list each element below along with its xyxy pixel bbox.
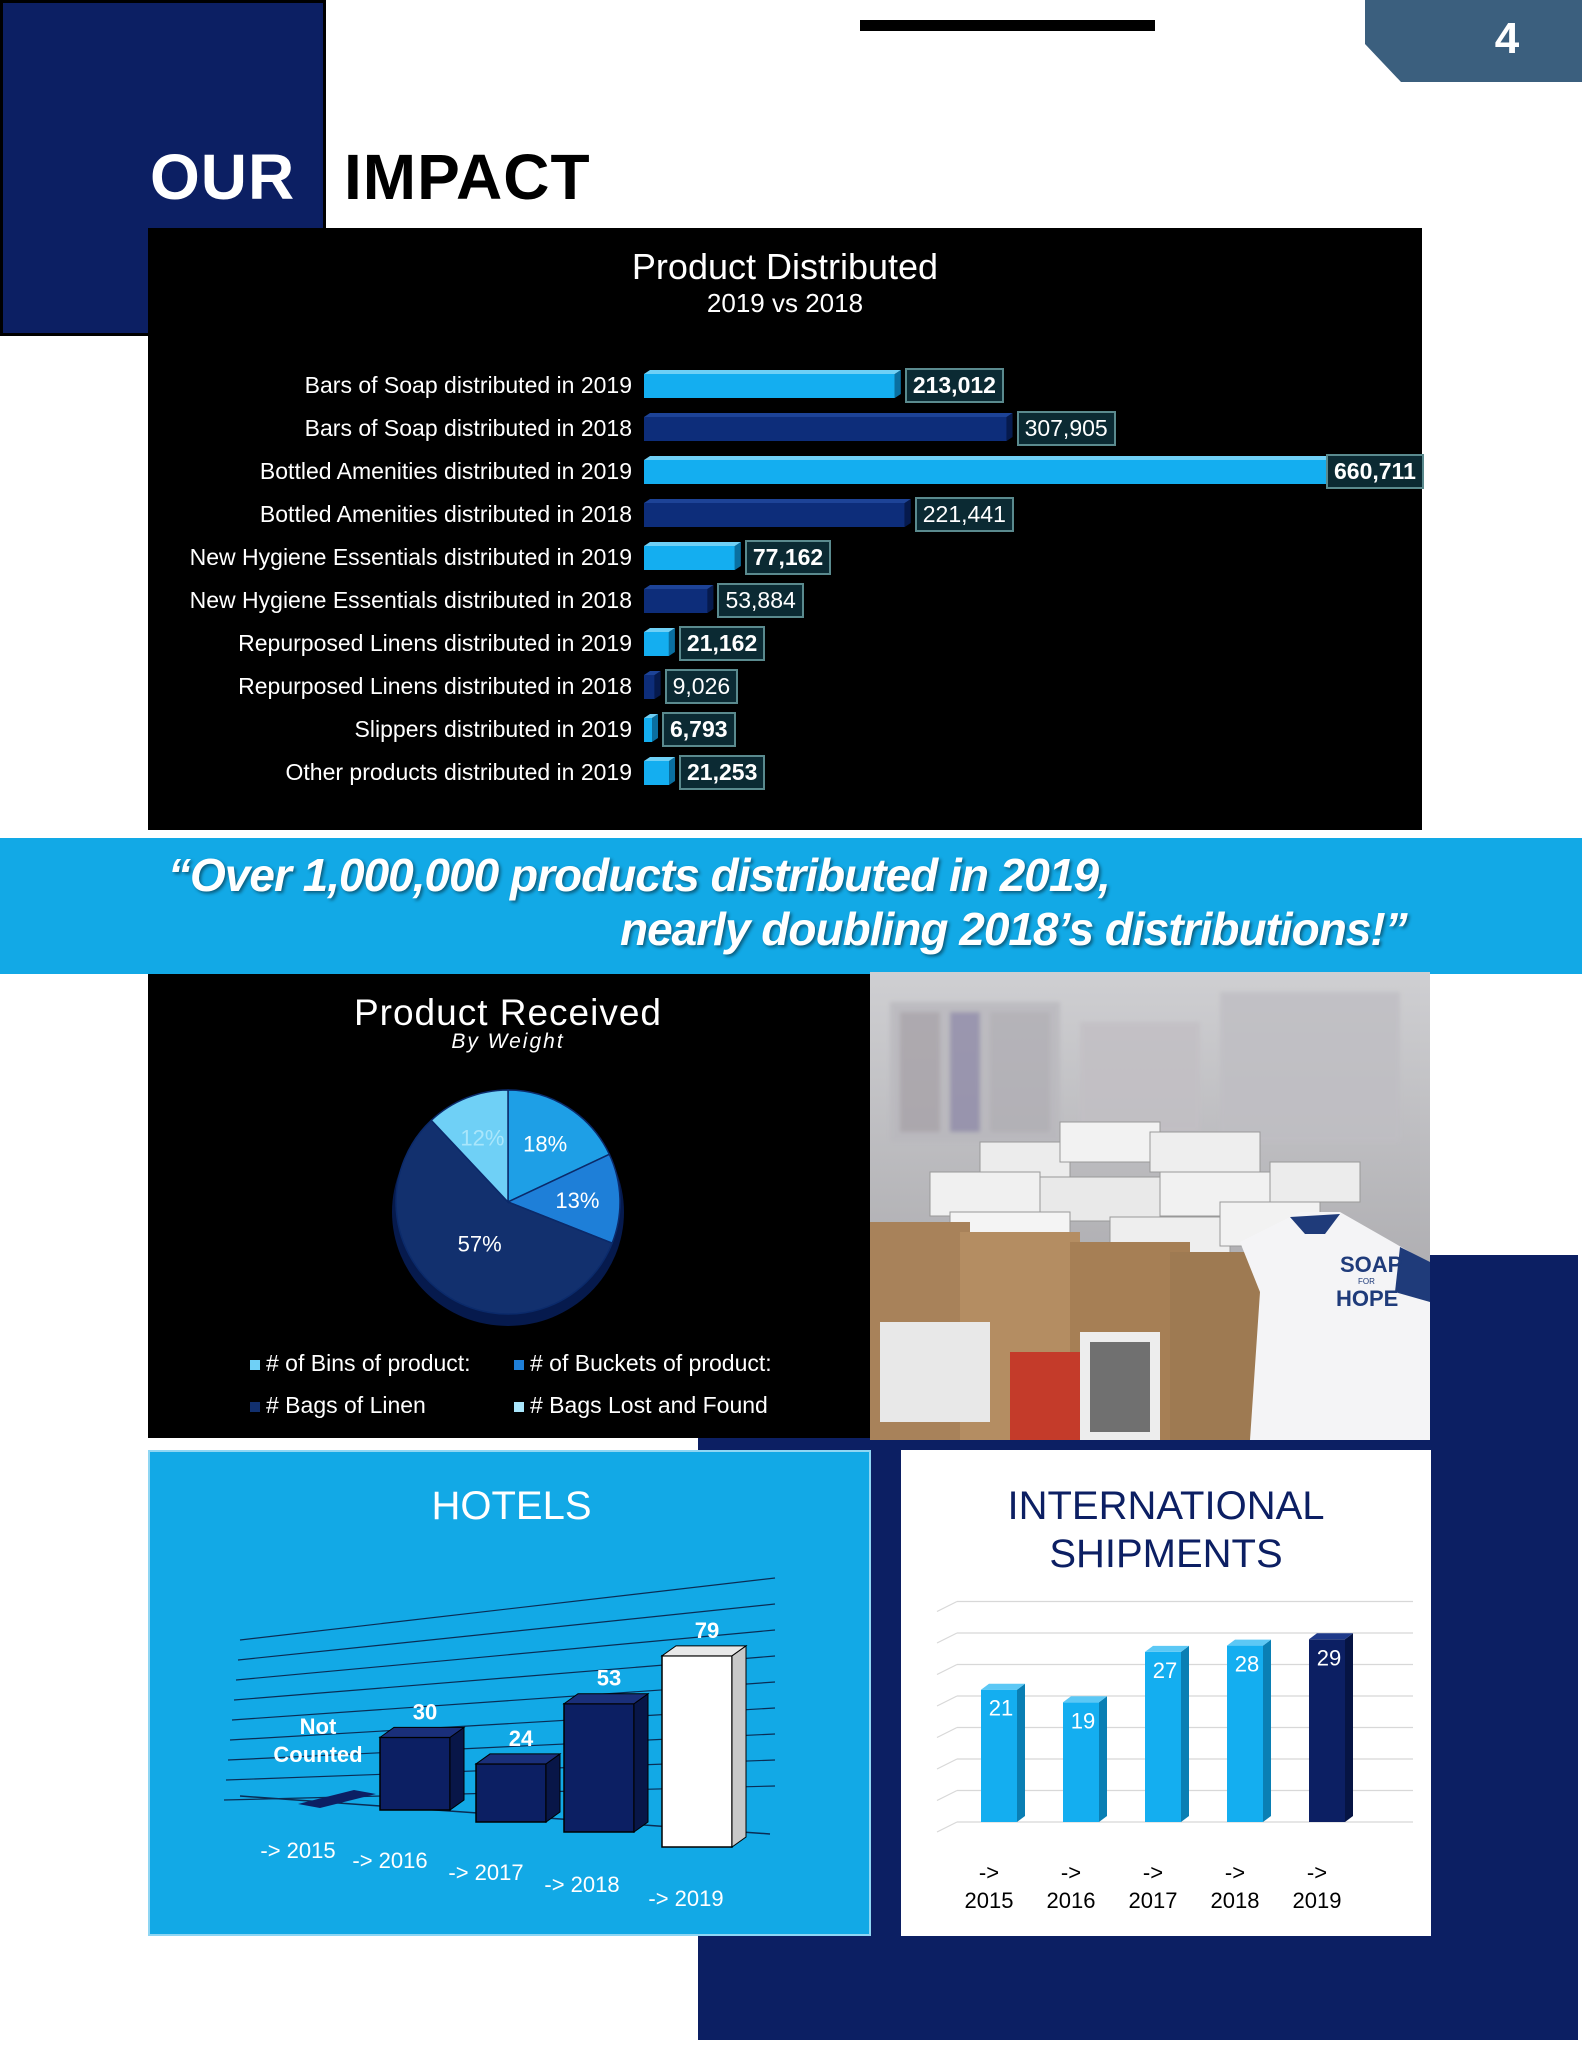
svg-text:FOR: FOR — [1358, 1277, 1375, 1286]
chart-title: Product Distributed — [631, 246, 939, 287]
bar — [644, 718, 652, 742]
bar-side — [905, 499, 911, 527]
bar — [644, 460, 1422, 484]
data-label: Counted — [273, 1742, 363, 1767]
shipment-bar-side — [1181, 1646, 1189, 1822]
category-label: -> — [1224, 1860, 1246, 1885]
bar-side — [669, 628, 675, 656]
grid-line — [937, 1759, 957, 1769]
data-label: 213,012 — [905, 368, 1004, 403]
category-label: Bars of Soap distributed in 2019 — [304, 372, 632, 398]
legend-swatch — [250, 1402, 260, 1412]
category-label: New Hygiene Essentials distributed in 2018 — [189, 587, 632, 613]
category-label: -> — [1142, 1860, 1164, 1885]
category-label: Bottled Amenities distributed in 2018 — [259, 501, 632, 527]
heading-impact: IMPACT — [344, 141, 591, 213]
bar-side — [895, 370, 901, 398]
category-label: Slippers distributed in 2019 — [354, 716, 632, 742]
hotel-bar — [564, 1704, 634, 1832]
grid-line — [937, 1633, 957, 1643]
data-label: 21,253 — [679, 755, 765, 790]
quote-band — [0, 838, 1582, 974]
bar — [644, 546, 735, 570]
top-rule — [860, 20, 1155, 31]
product-distributed-chart — [148, 228, 1422, 830]
category-label: -> — [1306, 1860, 1328, 1885]
grid-line — [937, 1665, 957, 1675]
category-label: Other products distributed in 2019 — [285, 759, 632, 785]
data-label: Not — [299, 1714, 337, 1739]
data-label: 28 — [1234, 1651, 1260, 1677]
legend-item: # of Bins of product: — [250, 1350, 471, 1377]
hotels-bars — [150, 1452, 870, 1936]
hotel-bar — [380, 1737, 450, 1810]
heading-our: OUR — [150, 141, 296, 213]
quote-line: nearly doubling 2018’s distributions!” — [620, 903, 1407, 955]
data-label: 21 — [988, 1695, 1014, 1721]
bar-side — [735, 542, 741, 570]
bar-top — [644, 542, 741, 546]
shipment-bar-side — [1099, 1696, 1107, 1822]
data-label: 77,162 — [745, 540, 831, 575]
hotel-bar — [476, 1764, 546, 1822]
chart-subtitle: By Weight — [451, 1030, 565, 1053]
svg-text:SOAP: SOAP — [1340, 1252, 1403, 1277]
bar-side — [669, 757, 675, 785]
legend-item: # Bags Lost and Found — [514, 1392, 768, 1419]
hotels-chart — [148, 1450, 871, 1936]
grid-line — [937, 1791, 957, 1801]
data-label: 53,884 — [717, 583, 803, 618]
bar-top — [644, 370, 901, 374]
category-label: 2019 — [1292, 1888, 1342, 1913]
svg-text:HOPE: HOPE — [1336, 1286, 1399, 1311]
data-label: 53 — [596, 1665, 622, 1691]
category-label: 2017 — [1128, 1888, 1178, 1913]
slice-label: 57% — [457, 1231, 502, 1257]
category-label: 2016 — [1046, 1888, 1096, 1913]
bar — [644, 761, 669, 785]
bar-top — [644, 413, 1013, 417]
bar-side — [707, 585, 713, 613]
category-label: -> 2019 — [648, 1886, 724, 1911]
hotel-bar-top — [476, 1754, 560, 1764]
grid-line — [937, 1822, 957, 1832]
chart-title: INTERNATIONAL SHIPMENTS — [1007, 1484, 1325, 1576]
bar — [644, 675, 655, 699]
bar — [644, 503, 905, 527]
category-label: -> 2018 — [544, 1872, 620, 1897]
data-label: 30 — [412, 1699, 438, 1725]
shipment-bar-side — [1263, 1640, 1271, 1822]
category-label: -> — [1060, 1860, 1082, 1885]
bar — [644, 632, 669, 656]
data-label: 79 — [694, 1617, 720, 1643]
slice-label: 12% — [460, 1125, 505, 1151]
distribution-bars — [148, 228, 1422, 830]
data-label: 660,711 — [1326, 454, 1424, 489]
bar-top — [644, 585, 713, 589]
bar — [644, 589, 707, 613]
chart-title: HOTELS — [431, 1484, 592, 1528]
quote-line: “Over 1,000,000 products distributed in 2019, — [168, 849, 1110, 901]
category-label: -> — [978, 1860, 1000, 1885]
data-label: 307,905 — [1017, 411, 1116, 446]
legend-swatch — [514, 1360, 524, 1370]
data-label: 21,162 — [679, 626, 765, 661]
category-label: 2018 — [1210, 1888, 1260, 1913]
grid-line — [937, 1602, 957, 1612]
category-label: 2015 — [964, 1888, 1014, 1913]
bar-side — [655, 671, 661, 699]
page-number: 4 — [1494, 14, 1520, 63]
legend-swatch — [250, 1360, 260, 1370]
hotel-bar-top — [662, 1646, 746, 1656]
category-label: -> 2017 — [448, 1860, 524, 1885]
category-label: -> 2016 — [352, 1848, 428, 1873]
category-label: Bars of Soap distributed in 2018 — [304, 415, 632, 441]
data-label: 27 — [1152, 1657, 1178, 1683]
legend-swatch — [514, 1402, 524, 1412]
category-label: -> 2015 — [260, 1838, 336, 1863]
international-shipments-chart — [901, 1450, 1431, 1936]
legend-item: # of Buckets of product: — [514, 1350, 772, 1377]
bar-side — [1007, 413, 1013, 441]
data-label: 19 — [1070, 1708, 1096, 1734]
data-label: 6,793 — [662, 712, 736, 747]
product-received-chart — [148, 974, 870, 1438]
hotel-bar — [662, 1656, 732, 1847]
bar — [644, 374, 895, 398]
category-label: Repurposed Linens distributed in 2019 — [238, 630, 632, 656]
category-label: Repurposed Linens distributed in 2018 — [238, 673, 632, 699]
data-label: 24 — [508, 1725, 534, 1751]
data-label: 221,441 — [915, 497, 1014, 532]
grid-line — [937, 1728, 957, 1738]
hotel-bar-top — [564, 1694, 648, 1704]
slice-label: 13% — [555, 1187, 600, 1213]
category-label: New Hygiene Essentials distributed in 2019 — [189, 544, 632, 570]
bar — [644, 417, 1007, 441]
bar-top — [644, 499, 911, 503]
hotel-bar-side — [732, 1646, 746, 1847]
bar-top — [644, 456, 1422, 460]
hotel-bar-side — [450, 1727, 464, 1810]
shipment-bar-side — [1017, 1684, 1025, 1822]
data-label: 9,026 — [665, 669, 739, 704]
data-label: 29 — [1316, 1645, 1342, 1671]
hotel-bar-top — [380, 1727, 464, 1737]
slice-label: 18% — [523, 1131, 568, 1157]
bar-side — [652, 714, 658, 742]
hotel-bar-side — [634, 1694, 648, 1832]
cardboard-boxes — [870, 1222, 1260, 1440]
warehouse-photo — [870, 972, 1430, 1440]
category-label: Bottled Amenities distributed in 2019 — [259, 458, 632, 484]
chart-title: Product Received — [353, 992, 663, 1033]
legend-item: # Bags of Linen — [250, 1392, 426, 1419]
grid-line — [937, 1696, 957, 1706]
hotel-bar-side — [546, 1754, 560, 1822]
chart-subtitle: 2019 vs 2018 — [706, 288, 864, 318]
shipments-bars — [901, 1450, 1431, 1936]
shipment-bar-side — [1345, 1633, 1353, 1822]
